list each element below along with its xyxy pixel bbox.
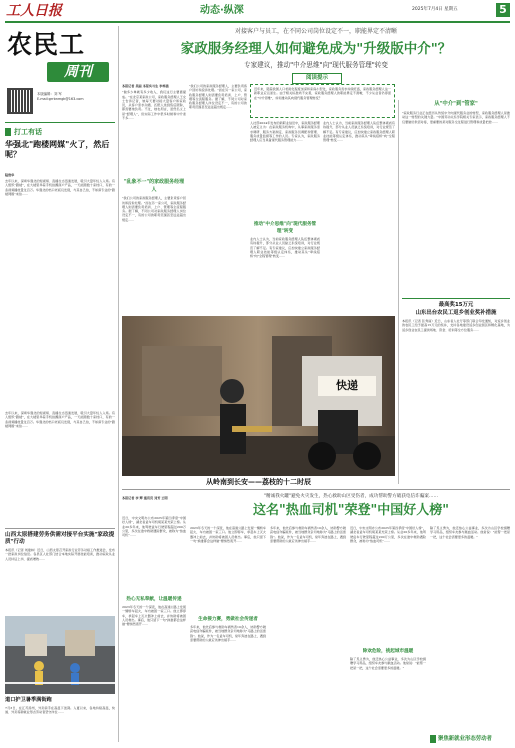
bottom-col-1 <box>122 506 186 738</box>
left-bottom-title: 山西太原搭建劳务供需对接平台实施"家政提质"行动 <box>5 532 115 545</box>
masthead-rule <box>5 21 510 23</box>
left-article-title: 华强北"跑楼网媒"火了，然后呢？ <box>5 140 110 159</box>
left-bottom-news <box>5 532 115 742</box>
qr-code <box>7 88 33 114</box>
bottom-col5-text: 除了见义勇为，他还热心公益事业，多次为山区学校捐赠学习用品，组织车友参与献血活动。他常说："能帮一把是一把，这个社会需要更多的温暖。" <box>430 526 510 539</box>
traffic-photo-body: 7月3日，在江苏扬州，外卖骑手在高温下送餐。入夏以来，各地持续高温，快递、外卖等新就业形态劳动者坚守岗位…… <box>5 706 115 715</box>
lead-byline: 本报记者 吴丽 本报实习生 李梓涵 <box>122 84 169 88</box>
bottom-col1-text-cont: 2023年冬天的一个深夜，他在高速公路上发现一辆轿车起火，车内被困一家三口。他立即停车，拿起车上灭火器冲上前去，并协助将被困人员救出。事后，他只留下一句"换谁都会这样做"便悄然离开…… <box>122 605 186 627</box>
bottom-col2-text: 2023年冬天的一个深夜，他在高速公路上发现一辆轿车起火，车内被困一家三口。他立即停车，拿起车上灭火器冲上前去，并协助将被困人员救出。事后，他只留下一句"换谁都会这样做"便悄然离开…… <box>190 526 266 543</box>
read-tip-text: 阅读提示 <box>292 73 342 84</box>
bottom-col4-text-cont: 除了见义勇为，他还热心公益事业，多次为山区学校捐赠学习用品，组织车友参与献血活动。他常说："能帮一把是一把，这个社会需要更多的温暖。" <box>350 657 426 670</box>
left-kicker: 打工有话 <box>14 128 42 136</box>
lead-col1-text-cont: "我们公司的家政服务经理人，主要负责客户回访和投诉处理。"而在另一家公司，家政服务经理人则需要负责培训、上户、管理等全流程服务。据了解，不同公司对家政服务经理人岗位设定不一，有的公司的职责范围甚至远远超出规定…… <box>122 196 186 222</box>
col-divider-left <box>118 26 119 742</box>
section-title: 动态·纵深 <box>200 5 244 16</box>
right-news-title: 最高奖15万元 山东出台农民工返乡创业奖补措施 <box>415 302 497 316</box>
lead-photo-caption: 从岭南到长安——荔枝的十二时辰 <box>206 478 311 486</box>
col-divider-right <box>398 100 399 484</box>
masthead <box>0 0 515 22</box>
photo-sign <box>318 376 376 396</box>
lead-col-4 <box>323 121 395 314</box>
bottom-right-tag <box>430 734 510 744</box>
bottom-byline: 本报记者 李 辉 通讯员 刘芳 王明 <box>122 496 168 500</box>
right-kicker: 从"中介"到"管家" <box>434 101 478 107</box>
left-bottom-body: 本报讯（记者 刘建林）近日，山西太原召开家政行业劳务对接工作推进会，发布一批家政岗位信息。各县区人社部门结合本地实际开展技能培训，推动家政从业人员持证上岗、提质增效…… <box>5 548 115 561</box>
column-banner <box>5 26 113 122</box>
bottom-subhead-1: 热心无私奉献，让温暖传递 <box>126 597 182 602</box>
photo-sign-text: 快递 <box>336 379 358 392</box>
lead-title: 家政服务经理人如何避免成为"升级版中介"？ <box>180 41 452 57</box>
bottom-title: 这名"热血司机"荣登"中国好人榜" <box>252 503 450 518</box>
lead-col3-text-cont: 业内人士认为，当前家政服务经理人队伍整体素质有待提升，部分从业人员缺乏系统培训，对行业规范了解不足。有专家建议，应加快建立家政服务经理人职业技能等级认定体系，推动其从"牵线搭桥"向"全程管理"转变…… <box>250 237 320 259</box>
lead-col4-text: 业内人士认为，当前家政服务经理人队伍整体素质有待提升，部分从业人员缺乏系统培训，对行业规范了解不足。有专家建议，应加快建立家政服务经理人职业技能等级认定体系，推动其从"牵线搭桥"向"全程管理"转变…… <box>323 121 395 143</box>
kicker-box <box>5 128 11 136</box>
editor-info <box>37 92 84 102</box>
column-title: 农民工 <box>7 30 86 59</box>
newspaper-logo: 工人日报 <box>6 3 62 19</box>
column-subtitle-box <box>47 62 109 82</box>
lead-col2-text: "我们公司的家政服务经理人，主要负责客户回访和投诉处理。"而在另一家公司，家政服务经理人则需要负责培训、上户、管理等全流程服务。据了解，不同公司对家政服务经理人岗位设定不一，有的公司的职责范围甚至远远超出规定…… <box>189 84 247 110</box>
right-news-body: 本报讯（记者 张秀丽）近日，山东省人社厅等部门联合印发通知，对返乡创业的农民工给予最高15万元的奖补，支持各地建设返乡创业园区和孵化基地，为返乡创业农民工提供场地、资金、培训等全方位服务…… <box>402 319 510 332</box>
right-body: "家政服务行业正在经历从传统中介向现代服务业的转型，家政服务经理人是推动这一转型的关键力量。"中国劳动关系学院相关专家表示，家政服务经理人不仅要做好供需对接，更重要的是对服务全过程进行管理和质量把控…… <box>402 111 510 124</box>
lead-col-1 <box>122 84 186 314</box>
column-subtitle: 周刊 <box>64 64 92 80</box>
lead-col-2 <box>189 84 247 314</box>
bottom-kicker: "精诚我火罐"避免火灾发生，热心救助山区受伤者，成功帮助警方破获电信诈骗案…… <box>263 494 439 499</box>
bottom-subhead-2: 生命接力赛，勇做社会传递者 <box>198 617 258 622</box>
issue-date: 2025年7月4日 星期五 <box>412 7 458 12</box>
email-line: E-mail:grrbnmgk@163.com <box>37 97 84 101</box>
lead-col1-text: "做多少单就有多少收入，我们这行主要靠提成。"在北京某家政公司，家政服务经理人王女士告诉记者，她每天要对接大量客户和家政员，从客户需求沟通、匹配人选到售后跟踪，都需要她负责。不过，她也坦言，虽然名义上是"经理人"，但实际工作中很多时候和中介差不多…… <box>122 90 186 121</box>
left-bottom-rule <box>5 528 115 529</box>
lead-col3-text: 人社部2024年发布的新职业信息中，家政服务经理人被定义为：在家政服务机构中，从事家政服务需求调研、服务方案制定、家政服务员调配和管理、服务质量监督等工作的人员。专家认为，家政服务经理人应当具备现代服务管理能力…… <box>250 121 320 143</box>
traffic-photo-caption: 道口护卫暑季满街跑 <box>5 697 52 703</box>
left-article-body-cont: 去年以来，深圳华强北的短视频、直播生态迅速发展，吸引大量年轻人入场。有人组织"跑楼"，在大楼里举着手机拍摄商户产品，一天能跑数十家档口，有的一条视频播放量过百万。华强北的档口老板们发现，与其自己拍，不如请专业的"跑楼网媒"来拍…… <box>5 411 115 428</box>
editor-line: 本版编辑：刘 军 <box>37 92 62 96</box>
bottom-col-3 <box>270 526 346 738</box>
read-tip-box <box>250 84 395 118</box>
left-article-body: 去年以来，深圳华强北的短视频、直播生态迅速发展，吸引大量年轻人入场。有人组织"跑楼"，在大楼里举着手机拍摄商户产品，一天能跑数十家档口，有的一条视频播放量过百万。华强北的档口老板们发现，与其自己拍，不如请专业的"跑楼网媒"来拍…… <box>5 179 115 196</box>
bottom-col1-text: 近日，中央文明办公布2025年第四季度"中国好人榜"，湖北省货车司机胡某某光荣上榜。从业20多年来，他驾驶货车行驶里程超过200万公里，多次在途中救助遇险群众，被称为"热血司机"…… <box>122 516 186 538</box>
bottom-col-4 <box>350 526 426 738</box>
bottom-col2-text-cont: 多年来，他先后参与救助车祸伤者10余人，协助警方破获电信诈骗案件，被当地群众亲切地称为"马路上的活雷锋"。他说，作为一名货车司机，常年奔波在路上，遇到需要帮助的人就应该伸出援手…… <box>190 625 266 642</box>
lead-subtitle: 专家建议，推动"中介思维"向"现代服务管理"转变 <box>243 61 388 69</box>
page-number <box>496 3 510 17</box>
bottom-right-tag-text: 聚焦新就业形态劳动者 <box>438 736 492 742</box>
right-rule <box>402 298 510 299</box>
left-article <box>5 126 115 526</box>
page-number-text: 5 <box>499 3 507 16</box>
lead-photo <box>122 316 395 476</box>
traffic-photo <box>5 616 115 694</box>
bottom-section-rule <box>122 489 510 490</box>
lead-subhead-2: 推动"中介思维"向"现代服务管理"转变 <box>253 222 317 234</box>
lead-kicker: 对接客户与员工，在不同公司岗位设定不一，职能界定不清晰 <box>234 28 397 35</box>
right-column <box>402 100 510 484</box>
bottom-story <box>122 492 510 742</box>
lead-subhead-1: "乱象不一"的家政服务经理人 <box>123 179 185 194</box>
bottom-col-5 <box>430 526 510 738</box>
bottom-col3-text: 多年来，他先后参与救助车祸伤者10余人，协助警方破获电信诈骗案件，被当地群众亲切地称为"马路上的活雷锋"。他说，作为一名货车司机，常年奔波在路上，遇到需要帮助的人就应该伸出援手…… <box>270 526 346 543</box>
read-tip-body: 近年来，随着我国人口老龄化程度加深和家庭小型化，家政服务需求持续旺盛，家政服务经理人这一新职业应运而生。由于相关标准尚不完善，家政服务经理人的职能界定不清晰，不少从业者仍停留在"中介思维"，如何推动其向现代服务管理转变？ <box>254 87 391 100</box>
tag-marker <box>430 735 436 743</box>
bottom-col4-text: 近日，中央文明办公布2025年第四季度"中国好人榜"，湖北省货车司机胡某某光荣上榜。从业20多年来，他驾驶货车行驶里程超过200万公里，多次在途中救助遇险群众，被称为"热血司机"…… <box>350 526 426 543</box>
bottom-subhead-3: 除欢危险，挑起城市温暖 <box>362 649 414 654</box>
left-article-author: 陆俊华 <box>5 173 15 177</box>
bottom-col-2 <box>190 526 266 738</box>
lead-col-3 <box>250 121 320 314</box>
banner-rule <box>5 122 115 123</box>
read-tip-label <box>292 73 342 82</box>
